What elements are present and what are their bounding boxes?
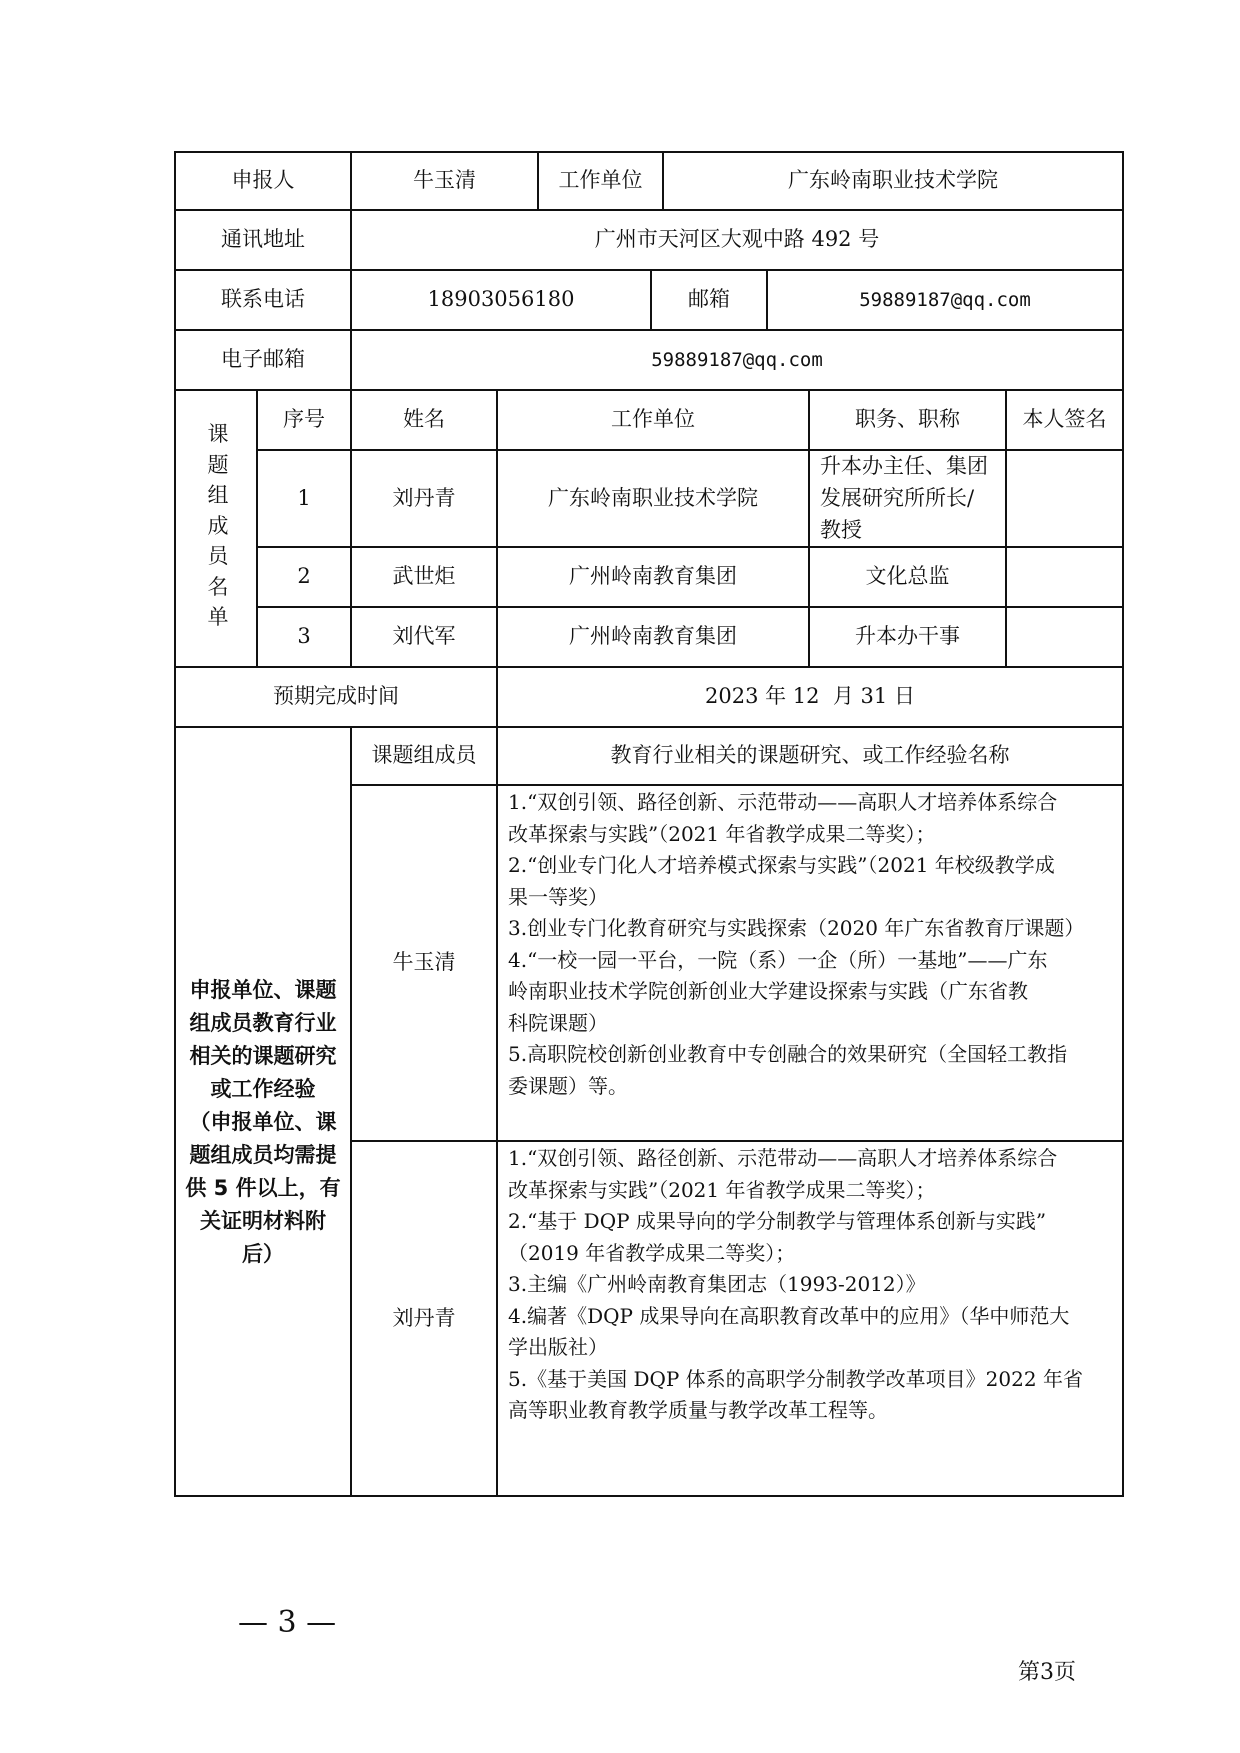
email-value: 59889187@qq.com bbox=[651, 348, 823, 371]
completion-value: 2023 年 12 月 31 日 bbox=[705, 684, 915, 709]
member-unit: 广州岭南教育集团 bbox=[569, 624, 737, 649]
experience-member-name: 牛玉清 bbox=[392, 950, 456, 975]
experience-item: 改革探索与实践”（2021 年省教学成果二等奖）； bbox=[508, 821, 936, 846]
member-title: 升本办干事 bbox=[855, 624, 960, 649]
member-signature[interactable] bbox=[1007, 608, 1122, 666]
experience-item: （2019 年省教学成果二等奖）； bbox=[508, 1240, 796, 1265]
page-label: 第3页 bbox=[1018, 1660, 1076, 1685]
experience-list bbox=[508, 1143, 1116, 1427]
experience-member-name: 刘丹青 bbox=[392, 1305, 456, 1330]
mailbox-value: 59889187@qq.com bbox=[859, 288, 1031, 311]
member-name: 武世炬 bbox=[392, 564, 456, 589]
member-signature[interactable] bbox=[1007, 548, 1122, 606]
col-header-no: 序号 bbox=[283, 407, 325, 431]
phone-value: 18903056180 bbox=[427, 287, 575, 312]
unit-label: 工作单位 bbox=[558, 168, 643, 193]
col-header-unit: 工作单位 bbox=[611, 407, 695, 431]
experience-item: 5.高职院校创新创业教育中专创融合的效果研究（全国轻工教指 bbox=[508, 1042, 1068, 1066]
experience-item: 3.主编《广州岭南教育集团志（1993-2012）》 bbox=[508, 1272, 926, 1296]
member-unit: 广州岭南教育集团 bbox=[569, 564, 737, 589]
mailbox-label: 邮箱 bbox=[688, 287, 730, 312]
col-header-experience: 教育行业相关的课题研究、或工作经验名称 bbox=[610, 743, 1010, 768]
phone-label: 联系电话 bbox=[221, 287, 305, 312]
address-label: 通讯地址 bbox=[221, 227, 305, 252]
experience-list bbox=[508, 787, 1116, 1102]
col-header-signature: 本人签名 bbox=[1022, 407, 1107, 431]
experience-item: 岭南职业技术学院创新创业大学建设探索与实践（广东省教 bbox=[508, 979, 1028, 1003]
experience-item: 4.编著《DQP 成果导向在高职教育改革中的应用》（华中师范大 bbox=[508, 1303, 1070, 1328]
applicant-label: 申报人 bbox=[231, 168, 295, 193]
members-section-label: 课 题 组 成 员 名 单 bbox=[207, 422, 229, 629]
member-no: 3 bbox=[297, 624, 311, 649]
col-header-member: 课题组成员 bbox=[371, 743, 477, 768]
completion-label: 预期完成时间 bbox=[273, 684, 399, 709]
experience-item: 改革探索与实践”（2021 年省教学成果二等奖）； bbox=[508, 1177, 936, 1202]
address-value: 广州市天河区大观中路 492 号 bbox=[594, 227, 880, 252]
experience-section-label: 申报单位、课题 组成员教育行业 相关的课题研究 或工作经验 （申报单位、课 题组成员均需提 供 5 件以上，有 关证明材料附 后） bbox=[185, 978, 341, 1266]
member-title: 文化总监 bbox=[865, 564, 950, 589]
unit-value: 广东岭南职业技术学院 bbox=[788, 168, 998, 193]
member-signature[interactable] bbox=[1007, 451, 1122, 546]
col-header-title: 职务、职称 bbox=[855, 407, 960, 431]
col-header-name: 姓名 bbox=[403, 407, 445, 431]
experience-item: 果一等奖） bbox=[508, 884, 608, 909]
email-label: 电子邮箱 bbox=[221, 347, 305, 372]
experience-item: 委课题）等。 bbox=[508, 1073, 628, 1098]
experience-item: 1.“双创引领、路径创新、示范带动——高职人才培养体系综合 bbox=[508, 790, 1058, 814]
experience-item: 3.创业专门化教育研究与实践探索（2020 年广东省教育厅课题） bbox=[508, 916, 1085, 940]
experience-item: 2.“创业专门化人才培养模式探索与实践”（2021 年校级教学成 bbox=[508, 853, 1055, 877]
experience-item: 2.“基于 DQP 成果导向的学分制教学与管理体系创新与实践” bbox=[508, 1209, 1047, 1233]
col-divider bbox=[496, 726, 498, 1497]
experience-item: 4.“一校一园一平台，一院（系）一企（所）一基地”——广东 bbox=[508, 947, 1048, 972]
table-border-right bbox=[1122, 151, 1124, 1497]
member-no: 1 bbox=[297, 485, 311, 510]
member-no: 2 bbox=[297, 564, 311, 589]
experience-item: 科院课题） bbox=[508, 1010, 608, 1035]
experience-item: 高等职业教育教学质量与教学改革工程等。 bbox=[508, 1398, 888, 1422]
experience-item: 1.“双创引领、路径创新、示范带动——高职人才培养体系综合 bbox=[508, 1146, 1058, 1170]
experience-item: 学出版社） bbox=[508, 1335, 608, 1359]
member-unit: 广东岭南职业技术学院 bbox=[548, 485, 758, 510]
experience-item: 5.《基于美国 DQP 体系的高职学分制教学改革项目》2022 年省 bbox=[508, 1366, 1083, 1391]
page-number: — 3 — bbox=[238, 1605, 337, 1640]
member-name: 刘代军 bbox=[392, 624, 456, 649]
table-border-bottom bbox=[174, 1495, 1124, 1497]
member-title: 升本办主任、集团 发展研究所所长/ 教授 bbox=[820, 454, 988, 542]
applicant-value: 牛玉清 bbox=[413, 168, 476, 193]
member-name: 刘丹青 bbox=[392, 485, 456, 510]
